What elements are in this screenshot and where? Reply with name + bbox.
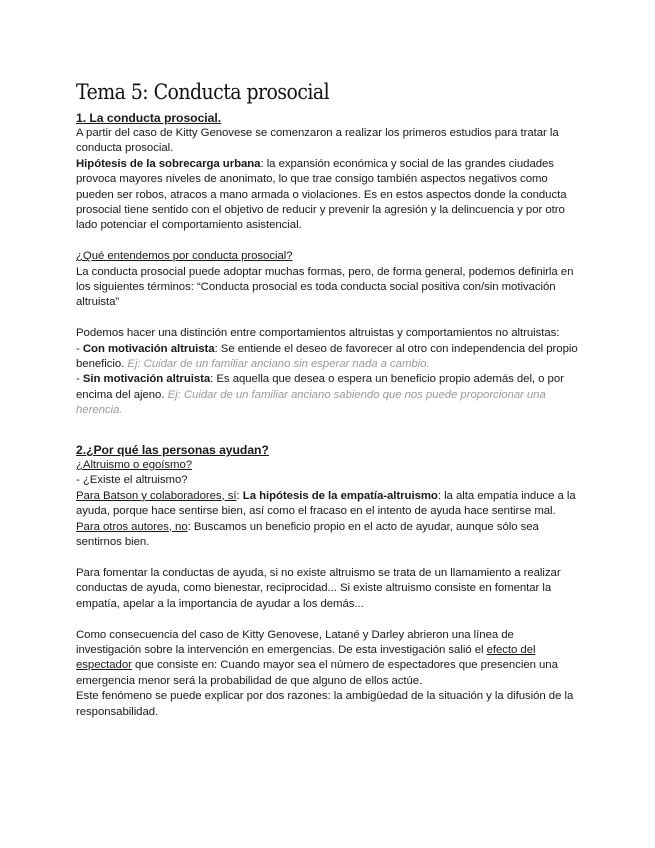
bold-term: Sin motivación altruista xyxy=(82,373,211,386)
subheading: ¿Altruismo o egoísmo? xyxy=(76,459,193,472)
underlined-text: Para otros autores, no xyxy=(76,520,188,533)
bold-term: Hipótesis de la sobrecarga urbana xyxy=(76,157,261,170)
bold-term: La hipótesis de la empatía-altruismo xyxy=(242,489,438,502)
paragraph: Este fenómeno se puede explicar por dos razones: la ambigüedad de la situación y la difusión de la responsabilidad. xyxy=(76,690,574,718)
bullet-item xyxy=(76,342,581,373)
section-2-heading: 2.¿Por qué las personas ayudan? xyxy=(76,443,269,458)
page-title: Tema 5: Conducta prosocial xyxy=(76,80,330,104)
paragraph xyxy=(76,628,581,690)
text-span: : la expansión económica y social de las grandes ciudades provoca mayores niveles de anonimato, lo que trae consigo también aspectos negativos como pueden ser robos, atracos a mano armada o violaciones. Es en estos aspectos donde la conducta prosocial tiene sentido con el objetivo de reducir y prevenir la agresión y la delincuencia y por otro lado potenciar el comportamiento asistencial. xyxy=(76,157,567,232)
bullet-dash: - xyxy=(76,342,83,355)
text-span: : la alta empatía induce a la ayuda, porque hace sentirse bien, así como el fracaso en el intento de ayuda hace sentirse mal. xyxy=(76,489,576,518)
bold-term: Con motivación altruista xyxy=(82,342,215,355)
bullet-item xyxy=(76,372,581,418)
underlined-text: efecto del espectador xyxy=(76,643,536,672)
subheading-question: ¿Qué entendemos por conducta prosocial? xyxy=(76,250,293,263)
paragraph xyxy=(76,157,581,234)
example-text: Ej: Cuidar de un familiar anciano sabiendo que nos puede proporcionar una herencia. xyxy=(76,388,546,417)
paragraph: Para fomentar la conductas de ayuda, si no existe altruismo se trata de un llamamiento a realizar conductas de ayuda, como bienestar, reciprocidad... Si existe altruismo consiste en fomentar la empatía, apelar a la importancia de ayudar a los demás... xyxy=(76,566,561,610)
paragraph: A partir del caso de Kitty Genovese se comenzaron a realizar los primeros estudios para tratar la conducta prosocial. xyxy=(76,127,559,155)
text-span: : xyxy=(236,489,243,502)
paragraph: La conducta prosocial puede adoptar muchas formas, pero, de forma general, podemos definirla en los siguientes términos: “Conducta prosocial es toda conducta social positiva con/sin motivación altruista” xyxy=(76,265,574,309)
subheading: - ¿Existe el altruismo? xyxy=(76,474,188,487)
paragraph xyxy=(76,520,581,551)
underlined-text: Para Batson y colaboradores, sí xyxy=(76,489,237,502)
section-1-heading: 1. La conducta prosocial. xyxy=(76,111,222,125)
bullet-dash: - xyxy=(76,373,83,386)
text-span: que consiste en: Cuando mayor sea el número de espectadores que presencien una emergencia menor será la probabilidad de que alguno de ellos actúe. xyxy=(76,659,558,687)
paragraph: Podemos hacer una distinción entre comportamientos altruistas y comportamientos no altruistas: xyxy=(76,327,560,340)
text-span: : Es aquella que desea o espera un beneficio propio además del, o por encima del ajeno. xyxy=(76,373,564,401)
text-span: : Buscamos un beneficio propio en el acto de ayudar, aunque sólo sea sentirnos bien. xyxy=(76,520,539,549)
text-span: : Se entiende el deseo de favorecer al otro con independencia del propio beneficio. xyxy=(76,342,578,371)
example-text: Ej: Cuidar de un familiar anciano sin esperar nada a cambio. xyxy=(127,358,430,371)
paragraph xyxy=(76,489,581,520)
document-page xyxy=(76,78,581,720)
text-span: Como consecuencia del caso de Kitty Genovese, Latané y Darley abrieron una línea de investigación sobre la intervención en emergencias. De esta investigación salió el xyxy=(76,628,514,656)
